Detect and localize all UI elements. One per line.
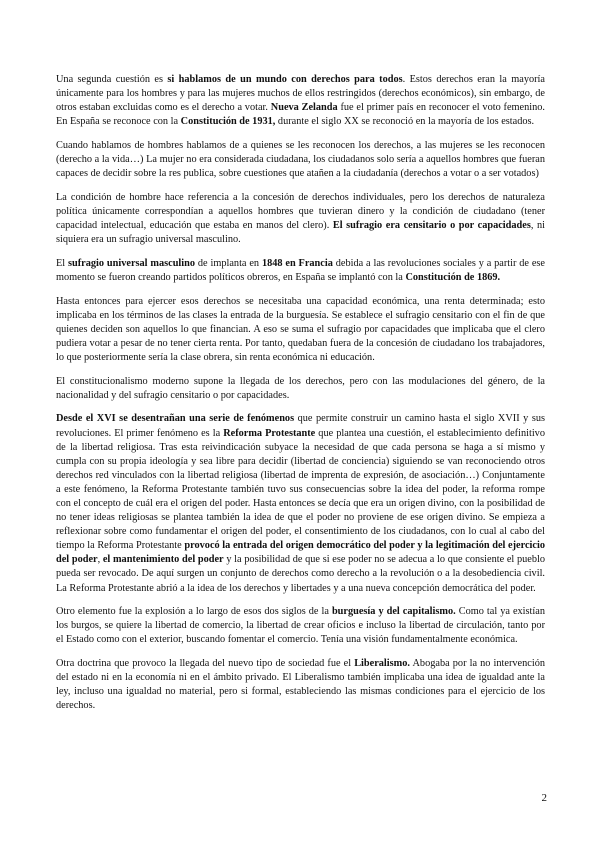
text-run: debida a las revoluciones sociales y a partir de ese momento se fueron creando partidos políticos obreros, en España se implantó con la (56, 257, 546, 283)
paragraph (56, 73, 545, 129)
text-run: La condición de hombre hace referencia a la concesión de derechos individuales, pero los derechos de naturaleza política únicamente correspondían a aquellos hombres que tuvieran dinero y la condición de ciudadano (tener capacidad intelectual, educación que estaba en manos del clero). (56, 191, 545, 232)
text-run: que permite construir un camino hasta el siglo XVII y sus revoluciones. El primer fenómeno es la (56, 413, 545, 439)
paragraph (56, 375, 545, 403)
text-run: Cuando hablamos de hombres hablamos de a quienes se les reconocen los derechos, a las mujeres se les reconocen (derecho a la vida…) La mujer no era considerada ciudadana, los ciudadanos solo sería a aquellos hombres que fueran capaces de decidir sobre la res publica, sobre cuestiones que atañen a la ciudadanía (derechos a votar o a ser votados) (56, 139, 545, 180)
text-run: y la posibilidad de que si ese poder no se adecua a lo que consiente el pueblo pueda ser revocado. De aquí surgen un conjunto de derechos como derecho a la revolución o a la desobediencia civil. La Reforma Protestante abrió a la idea de los derechos y libertades y a una nueva concepción democrática del poder. (56, 554, 545, 594)
bold-text: Constitución de 1931, (180, 116, 276, 128)
paragraph (56, 295, 545, 365)
bold-text: El sufragio era censitario o por capacidades (332, 220, 531, 232)
bold-text: sufragio universal masculino (68, 257, 196, 269)
text-run: Una segunda cuestión es (56, 74, 168, 85)
bold-text: provocó la entrada del origen democrático del poder y la legitimación del ejercicio del poder (56, 540, 545, 566)
text-run: Otra doctrina que provoco la llegada del nuevo tipo de sociedad fue el (56, 658, 355, 670)
text-run: que plantea una cuestión, el establecimiento definitivo de la libertad religiosa. Tras esta reivindicación subyace la necesidad de que cada persona se haga a sí mismo y cumpla con su propia ideología y sea libre para decidir (libertad de conciencia) siguiendo se van reconociendo otros derechos red vinculados con la libertad religiosa (libertad de imprenta de expresión, de asociación…) Conjuntamente a este fenómeno, la Reforma Protestante también tuvo sus consecuencias sobre la idea del poder, la reforma rompe con el concepto de cuál era el origen del poder. Hasta entonces se decía que era un origen divino, con la posibilidad de no tener ideas religiosas se plantea también la idea de que el poder no proviene de ese origen divino. Se empieza a reflexionar sobre como fundamentar el origen del poder, el consentimiento de los ciudadanos, con lo cual al cabo del tiempo la Reforma Protestante (56, 427, 545, 552)
bold-text: si hablamos de un mundo con derechos para todos (167, 74, 403, 85)
paragraph (56, 605, 545, 647)
text-run: , (97, 554, 103, 566)
page-number: 2 (541, 792, 547, 804)
paragraph (56, 191, 545, 247)
paragraph (56, 257, 545, 285)
text-run: durante el siglo XX se reconoció en la mayoría de los estados. (275, 116, 535, 128)
bold-text: Liberalismo. (354, 658, 410, 670)
text-run: Abogaba por la no intervención del estado ni en la economía ni en el ámbito privado. El Liberalismo también implicaba una idea de igualdad ante la ley, incluso una igualdad no material, pero si formal, estableciendo las mismas condiciones para el ejercicio de los derechos. (56, 658, 545, 712)
document-page (56, 73, 545, 723)
bold-text: Constitución de 1869. (405, 271, 501, 283)
text-run: Otro elemento fue la explosión a lo largo de esos dos siglos de la (56, 606, 332, 618)
bold-text: Nueva Zelanda (270, 102, 338, 114)
text-run: . Estos derechos eran la mayoría únicamente para los hombres y para las mujeres muchos de ellos restringidos (derechos económicos), sin embargo, de otros estaban excluidas como es el derecho a votar. (56, 74, 545, 114)
paragraph (56, 657, 545, 713)
text-run: , ni siquiera era un sufragio universal masculino. (56, 220, 545, 246)
bold-text: el mantenimiento del poder (102, 554, 224, 566)
bold-text: Desde el XVI se desentrañan una serie de fenómenos (56, 413, 295, 425)
text-run: de implanta en (195, 257, 262, 269)
text-run: El constitucionalismo moderno supone la llegada de los derechos, pero con las modulaciones del género, de la nacionalidad y del sufragio censitario o por capacidades. (56, 375, 545, 401)
text-run: fue el primer país en reconocer el voto femenino. En España se reconoce con la (56, 102, 546, 128)
paragraph (56, 139, 545, 181)
paragraph (56, 412, 545, 595)
text-run: Como tal ya existían los burgos, se quiere la libertad de comercio, la libertad de crear oficios e incluso la libertad de circulación, tanto por el Estado como con el exterior, buscando fomentar el comercio. Tenía una visión fundamentalmente económica. (56, 606, 545, 646)
text-run: Hasta entonces para ejercer esos derechos se necesitaba una capacidad económica, una renta determinada; esto implicaba en los términos de las clases la entrada de la burguesía. Se establece el sufragio censitario con el fin de que quienes deciden son aquellos lo que financian. A eso se suma el sufragio por capacidades que implicaba que el clero pudiera votar a pesar de no tener cierta renta. Por tanto, quedaban fuera de la concesión de ciudadano los trabajadores, lo que posteriormente sería la clase obrera, sin renta económica ni educación. (56, 295, 545, 363)
text-run: El (56, 257, 69, 269)
bold-text: burguesía y del capitalismo. (331, 606, 456, 618)
bold-text: Reforma Protestante (223, 427, 316, 439)
bold-text: 1848 en Francia (261, 257, 333, 269)
